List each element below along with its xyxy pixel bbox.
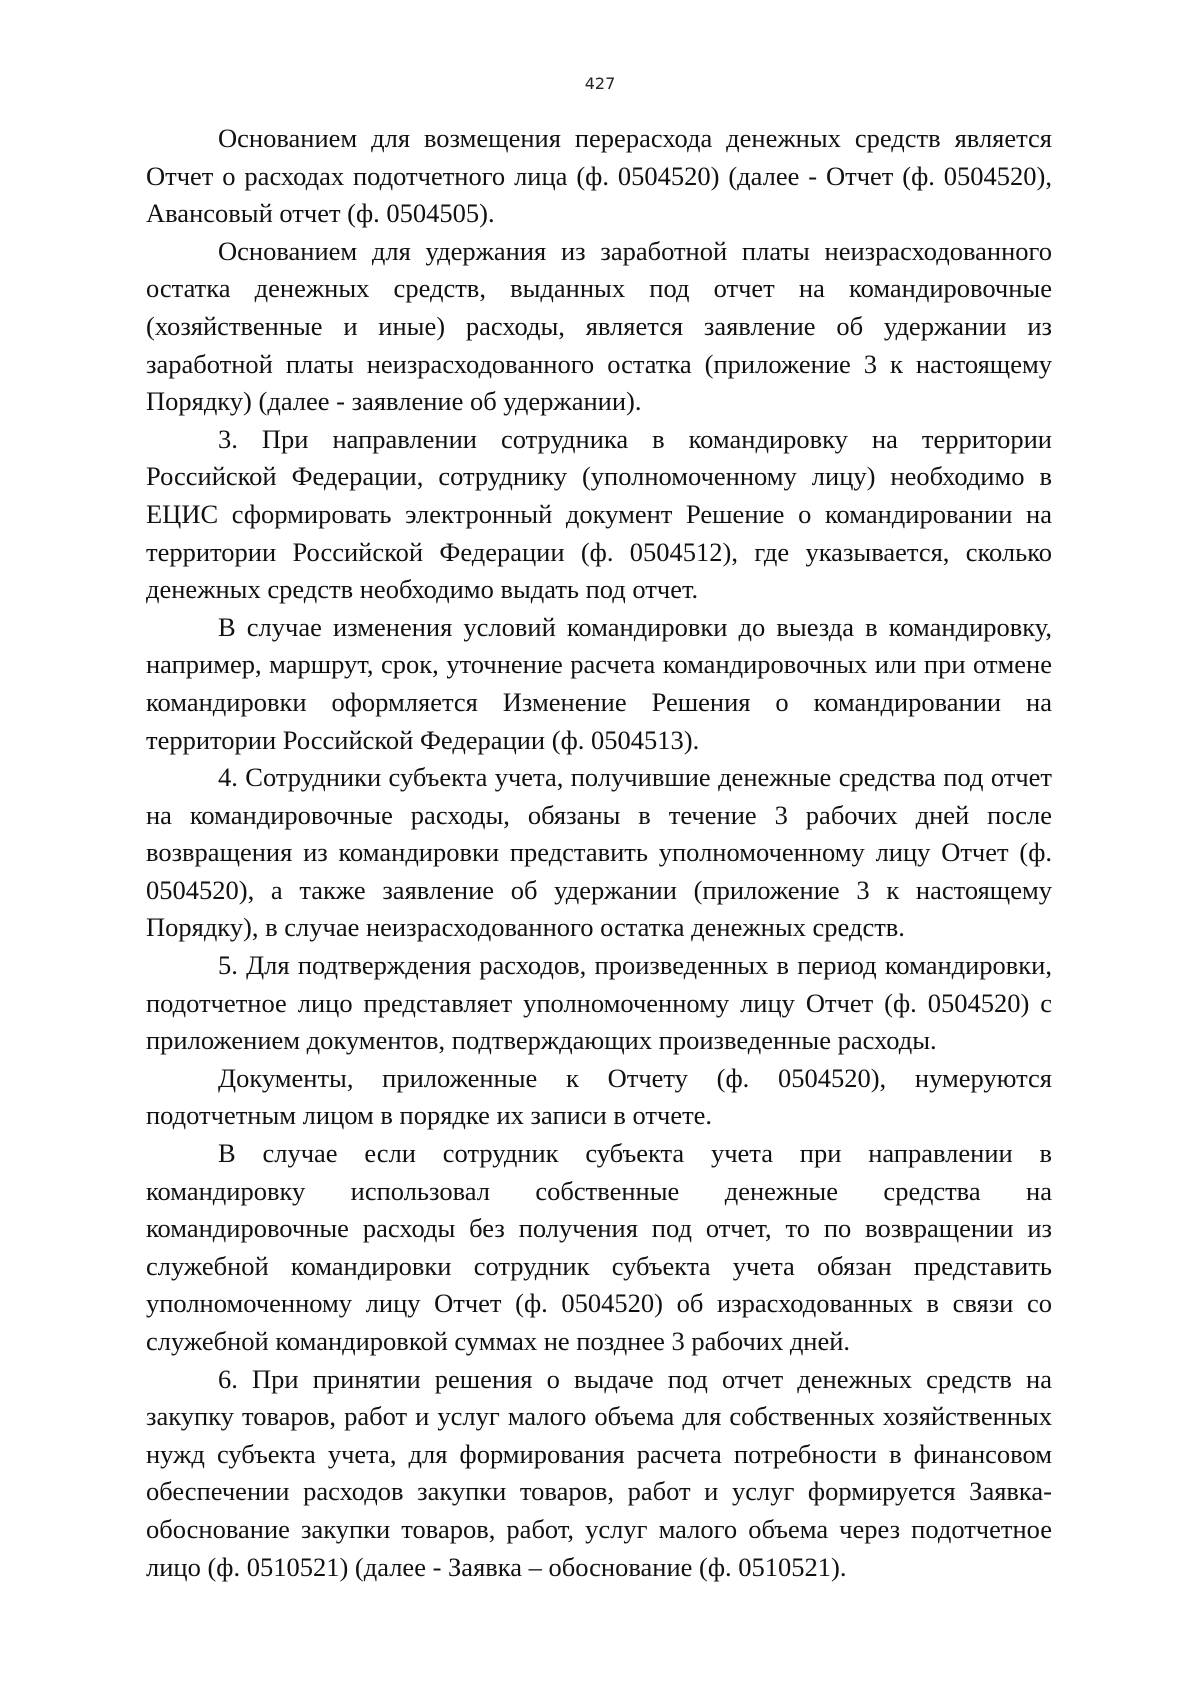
page-number: 427 xyxy=(584,74,616,93)
paragraph-own-funds: В случае если сотрудник субъекта учета при направлении в командировку использовал собственные денежные средства на командировочные расходы без получения под отчет, то по возвращении из служебной командировки сотрудник субъекта учета обязан представить уполномоченному лицу Отчет (ф. 0504520) об израсходованных в связи со служебной командировкой суммах не позднее 3 рабочих дней. xyxy=(146,1138,1052,1356)
body-text xyxy=(146,120,1052,1586)
paragraph-item-3: 3. При направлении сотрудника в командировку на территории Российской Федерации, сотруднику (уполномоченному лицу) необходимо в ЕЦИС сформировать электронный документ Решение о командировании на территории Российской Федерации (ф. 0504512), где указывается, сколько денежных средств необходимо выдать под отчет. xyxy=(146,423,1052,605)
paragraph-reimbursement-basis: Основанием для возмещения перерасхода денежных средств является Отчет о расходах подотчетного лица (ф. 0504520) (далее - Отчет (ф. 0504520), Авансовый отчет (ф. 0504505). xyxy=(146,123,1052,229)
paragraph-withholding-basis: Основанием для удержания из заработной платы неизрасходованного остатка денежных средств, выданных под отчет на командировочные (хозяйственные и иные) расходы, является заявление об удержании из заработной платы неизрасходованного остатка (приложение 3 к настоящему Порядку) (далее - заявление об удержании). xyxy=(146,235,1052,417)
paragraph-item-5: 5. Для подтверждения расходов, произведенных в период командировки, подотчетное лицо представляет уполномоченному лицу Отчет (ф. 0504520) с приложением документов, подтверждающих произведенные расходы. xyxy=(146,950,1052,1056)
paragraph-item-4: 4. Сотрудники субъекта учета, получившие денежные средства под отчет на командировочные расходы, обязаны в течение 3 рабочих дней после возвращения из командировки представить уполномоченному лицу Отчет (ф. 0504520), а также заявление об удержании (приложение 3 к настоящему Порядку), в случае неизрасходованного остатка денежных средств. xyxy=(146,762,1052,943)
paragraph-item-6: 6. При принятии решения о выдаче под отчет денежных средств на закупку товаров, работ и услуг малого объема для собственных хозяйственных нужд субъекта учета, для формирования расчета потребности в финансовом обеспечении расходов закупки товаров, работ и услуг формируется Заявка-обоснование закупки товаров, работ, услуг малого объема через подотчетное лицо (ф. 0510521) (далее - Заявка – обоснование (ф. 0510521). xyxy=(146,1363,1052,1582)
paragraph-trip-changes: В случае изменения условий командировки до выезда в командировку, например, маршрут, срок, уточнение расчета командировочных или при отмене командировки оформляется Изменение Решения о командировании на территории Российской Федерации (ф. 0504513). xyxy=(146,611,1052,755)
paragraph-documents-numbering: Документы, приложенные к Отчету (ф. 0504520), нумеруются подотчетным лицом в порядке их записи в отчете. xyxy=(146,1062,1052,1131)
